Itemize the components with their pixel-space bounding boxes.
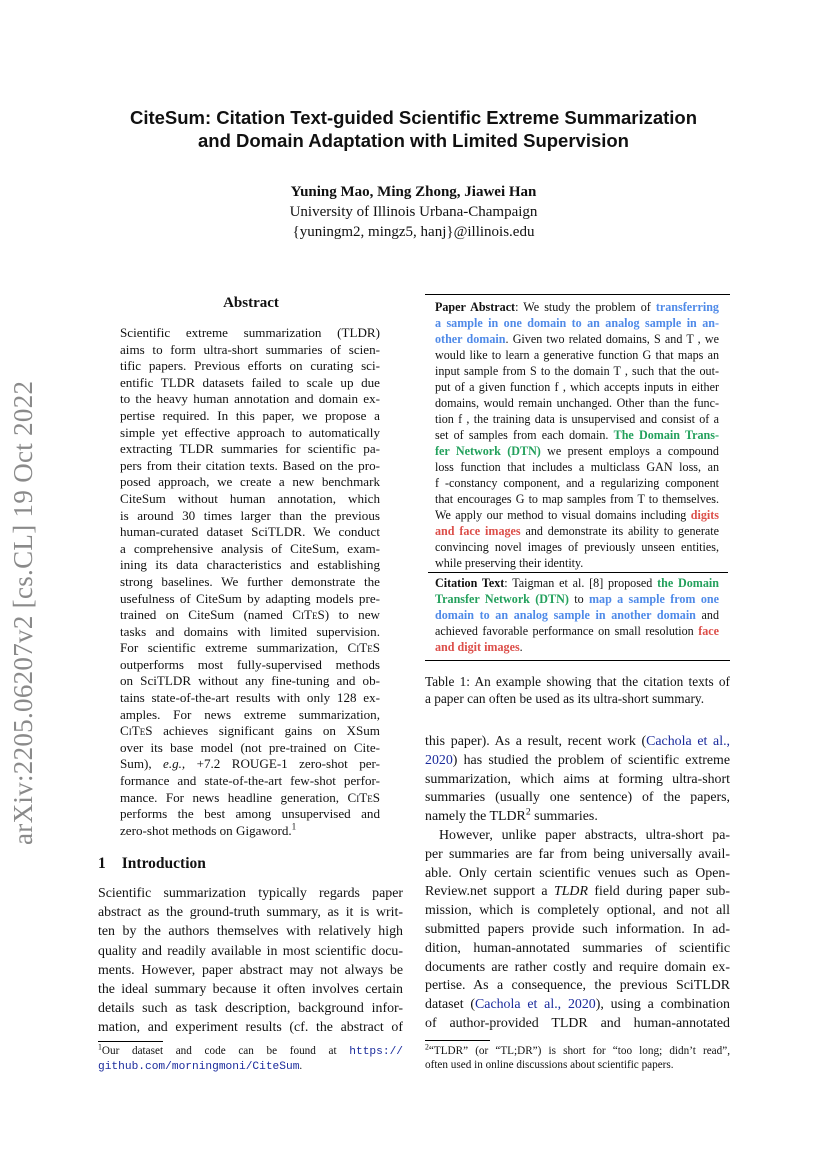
text-line bbox=[425, 1044, 730, 1058]
text-line bbox=[98, 1059, 403, 1074]
text-span: posed approach, we create a new benchmark bbox=[120, 474, 380, 490]
text-line bbox=[435, 507, 719, 523]
citation-link[interactable]: 2020 bbox=[425, 752, 453, 768]
text-line bbox=[120, 574, 380, 591]
text-span: summarization, which aims at forming ultra-short bbox=[425, 771, 730, 787]
text-span: summaries. bbox=[530, 809, 598, 825]
text-span: a sample in one domain to an analog sample in an- bbox=[435, 316, 719, 330]
text-span: mance. For news headline generation, bbox=[120, 789, 348, 805]
text-line bbox=[120, 591, 380, 608]
text-line bbox=[435, 459, 719, 475]
text-span: CiTeS bbox=[347, 640, 380, 656]
text-span: set of samples from each domain. bbox=[435, 428, 614, 442]
text-line bbox=[120, 707, 380, 724]
text-span: strong baselines. We further demonstrate the bbox=[120, 573, 380, 589]
text-line bbox=[120, 391, 380, 408]
paper-title bbox=[0, 106, 827, 152]
text-span: Sum), bbox=[120, 756, 164, 772]
text-span: trained on CiteSum (named bbox=[120, 607, 293, 623]
text-line bbox=[435, 379, 719, 395]
citation-link[interactable]: https:// bbox=[349, 1046, 403, 1058]
text-span: a paper can often be used as its ultra-short summary. bbox=[425, 691, 705, 706]
text-span: formance and state-of-the-art few-shot perfor- bbox=[120, 773, 380, 789]
citation-link[interactable]: Cachola et al., 2020 bbox=[475, 997, 596, 1013]
text-line bbox=[435, 523, 719, 539]
text-span: the Domain bbox=[657, 576, 719, 590]
text-span: this paper). As a result, recent work ( bbox=[425, 734, 647, 749]
author-names: Yuning Mao, Ming Zhong, Jiawei Han bbox=[290, 184, 537, 200]
text-line bbox=[435, 411, 719, 427]
text-line bbox=[120, 690, 380, 707]
text-span: Scientific summarization typically regards paper bbox=[98, 886, 403, 901]
text-line bbox=[425, 977, 730, 996]
text-line bbox=[120, 557, 380, 574]
footnote-rule bbox=[98, 1041, 163, 1042]
text-line bbox=[120, 773, 380, 790]
text-line bbox=[435, 575, 719, 591]
text-line bbox=[120, 408, 380, 425]
text-span: on SciTLDR without any fine-tuning and ob- bbox=[120, 673, 380, 689]
text-span: outperforms most fully-supervised methods bbox=[120, 656, 380, 672]
footnote-marker: 1 bbox=[98, 1042, 102, 1052]
footnote-1 bbox=[98, 1044, 403, 1074]
text-span: and bbox=[695, 608, 719, 622]
text-span: transferring bbox=[655, 300, 719, 314]
text-line bbox=[435, 331, 719, 347]
text-line bbox=[120, 508, 380, 525]
text-span: and demonstrate its ability to generate bbox=[520, 524, 719, 538]
text-span: aims to form ultra-short summaries of scien- bbox=[120, 341, 380, 357]
text-line bbox=[120, 342, 380, 359]
text-span: namely the TLDR bbox=[425, 809, 526, 825]
text-line bbox=[98, 884, 403, 903]
text-span: We apply our method to visual domains including bbox=[435, 508, 691, 522]
text-line bbox=[435, 475, 719, 491]
text-line bbox=[98, 1018, 403, 1037]
text-span: pertise. As a consequence, the previous SciTLDR bbox=[425, 978, 730, 994]
text-span: +7.2 ROUGE-1 zero-shot per- bbox=[185, 756, 381, 772]
text-span: extracting TLDR summaries for scientific pa- bbox=[120, 441, 380, 457]
text-span: : We study the problem of bbox=[515, 300, 656, 314]
text-span: is around 30 times larger than the previous bbox=[120, 507, 380, 523]
text-span: However, unlike paper abstracts, ultra-short pa- bbox=[439, 827, 730, 843]
text-line bbox=[120, 474, 380, 491]
text-line bbox=[425, 808, 730, 827]
text-span: e.g., bbox=[163, 756, 186, 772]
abstract-body bbox=[120, 325, 380, 839]
text-line bbox=[120, 375, 380, 392]
text-line bbox=[120, 541, 380, 558]
text-line bbox=[120, 607, 380, 624]
table-mid-rule bbox=[428, 572, 728, 573]
text-span: mation, and experiment results (cf. the abstract of bbox=[98, 1020, 403, 1036]
text-line bbox=[435, 427, 719, 443]
text-line bbox=[120, 723, 380, 740]
text-line bbox=[425, 1015, 730, 1034]
text-span: a comprehensive analysis of CiteSum, exam- bbox=[120, 540, 380, 556]
title-line: and Domain Adaptation with Limited Supervision bbox=[197, 130, 629, 151]
text-line bbox=[425, 733, 730, 752]
text-span: to bbox=[568, 592, 589, 606]
text-span: performs the best among unsupervised and bbox=[120, 806, 380, 822]
text-line bbox=[120, 657, 380, 674]
text-line bbox=[98, 922, 403, 941]
footnote-rule bbox=[425, 1040, 490, 1041]
text-span: . Given two related domains, S and T , we bbox=[505, 332, 719, 346]
text-line bbox=[98, 980, 403, 999]
right-column-body bbox=[425, 733, 730, 1034]
text-line bbox=[435, 623, 719, 639]
text-line bbox=[435, 639, 719, 655]
author-email: {yuningm2, mingz5, hanj}@illinois.edu bbox=[292, 224, 535, 240]
text-span: human-curated dataset SciTLDR. We conduct bbox=[120, 524, 380, 540]
text-span: abstract as the ground-truth summary, as it is writ- bbox=[98, 905, 403, 921]
text-line bbox=[425, 959, 730, 978]
text-span: to the heavy human annotation and domain ex- bbox=[120, 391, 380, 407]
section-heading-introduction bbox=[98, 855, 222, 873]
text-line bbox=[425, 771, 730, 790]
text-span: Transfer Network (DTN) bbox=[435, 592, 569, 606]
text-span: Our dataset and code can be found at bbox=[101, 1045, 350, 1057]
text-span: entific TLDR datasets failed to scale up due bbox=[120, 374, 380, 390]
table-top-rule bbox=[425, 294, 730, 295]
text-span: Table 1: An example showing that the citation texts of bbox=[425, 674, 730, 689]
section-number: 1 bbox=[98, 855, 106, 872]
text-span: . bbox=[299, 1060, 303, 1072]
text-span: ining its data characteristics and establishing bbox=[120, 557, 380, 573]
text-span: Paper Abstract bbox=[435, 300, 516, 314]
text-span: usefulness of CiteSum by adapting models pre- bbox=[120, 590, 380, 606]
text-line bbox=[425, 883, 730, 902]
text-span: pers from their citation texts. Based on the pro- bbox=[120, 457, 380, 473]
text-span: other domain bbox=[435, 332, 506, 346]
text-span: achieves significant gains on XSum bbox=[152, 723, 380, 739]
text-span: . bbox=[519, 640, 523, 654]
footnote-marker: 2 bbox=[525, 806, 531, 818]
text-line bbox=[120, 524, 380, 541]
text-span: we present employs a compound bbox=[540, 444, 719, 458]
text-span: simple yet effective approach to automatically bbox=[120, 424, 380, 440]
text-line bbox=[120, 740, 380, 757]
text-span: dataset ( bbox=[425, 997, 476, 1013]
text-span: pertise required. In this paper, we propose a bbox=[120, 407, 380, 423]
text-line bbox=[98, 942, 403, 961]
text-line bbox=[120, 790, 380, 807]
text-line bbox=[425, 673, 730, 690]
text-line bbox=[435, 395, 719, 411]
text-span: tasks and domains with limited supervision. bbox=[120, 623, 380, 639]
text-span: CiTeS bbox=[292, 607, 325, 623]
text-line bbox=[425, 1058, 730, 1072]
text-line bbox=[435, 491, 719, 507]
affiliation: University of Illinois Urbana-Champaign bbox=[289, 204, 538, 220]
text-span: that encourages G to map samples from T to themselves. bbox=[435, 492, 719, 506]
text-line bbox=[435, 299, 719, 315]
text-span: ) to new bbox=[324, 607, 380, 623]
text-span: summaries (usually one sentence) of the papers, bbox=[425, 790, 730, 806]
text-span: CiTeS bbox=[120, 723, 153, 739]
text-line bbox=[120, 325, 380, 342]
text-span: CiteSum without human annotation, which bbox=[120, 490, 380, 506]
abstract-heading: Abstract bbox=[223, 295, 279, 311]
text-line bbox=[435, 363, 719, 379]
text-span: input sample from S to the domain T , such that the out- bbox=[435, 364, 719, 378]
text-span: TLDR bbox=[553, 884, 588, 900]
text-line bbox=[425, 921, 730, 940]
text-span: dition, human-annotated summaries of scientific bbox=[425, 940, 730, 956]
text-span: amples. For news extreme summarization, bbox=[120, 706, 380, 722]
text-line bbox=[425, 846, 730, 865]
text-line bbox=[120, 624, 380, 641]
text-span: loss function that includes a multiclass GAN loss, an bbox=[435, 460, 719, 474]
text-span: of author-provided TLDR and human-annotated bbox=[425, 1015, 730, 1031]
table-caption bbox=[425, 673, 730, 707]
text-line bbox=[120, 458, 380, 475]
text-line bbox=[120, 823, 380, 840]
text-line bbox=[425, 789, 730, 808]
text-span: map a sample from one bbox=[588, 592, 719, 606]
text-line bbox=[425, 752, 730, 771]
text-line bbox=[435, 607, 719, 623]
text-span: achieved favorable performance on small resolution bbox=[435, 624, 699, 638]
table-paper-abstract bbox=[435, 299, 719, 571]
text-span: : Taigman et al. [8] proposed bbox=[504, 576, 658, 590]
text-line bbox=[425, 827, 730, 846]
text-span: Citation Text bbox=[435, 576, 505, 590]
text-span: ), using a combination bbox=[595, 997, 730, 1013]
text-line bbox=[98, 961, 403, 980]
text-span: and face images bbox=[435, 524, 521, 538]
text-span: tific papers. Previous efforts on curating sci- bbox=[120, 358, 380, 374]
text-line bbox=[98, 999, 403, 1018]
text-line bbox=[98, 903, 403, 922]
table-bottom-rule bbox=[425, 660, 730, 661]
text-line bbox=[425, 690, 730, 707]
footnote-marker: 2 bbox=[425, 1042, 429, 1052]
text-span: details such as task description, background infor- bbox=[98, 1001, 403, 1017]
text-span: documents are rather costly and require domain ex- bbox=[425, 959, 730, 975]
text-span: field during paper sub- bbox=[587, 884, 730, 900]
text-span: domain to an analog sample in another domain bbox=[435, 608, 696, 622]
text-span: often used in online discussions about scientific papers. bbox=[425, 1059, 674, 1071]
text-span: domains, would remain unchanged. Other than the func- bbox=[435, 396, 719, 410]
text-span: mission, which is completely optional, and not all bbox=[425, 903, 730, 919]
text-span: For scientific extreme summarization, bbox=[120, 640, 348, 656]
text-line bbox=[120, 491, 380, 508]
text-line bbox=[120, 806, 380, 823]
text-line bbox=[120, 441, 380, 458]
text-line bbox=[120, 640, 380, 657]
title-line: CiteSum: Citation Text-guided Scientific Extreme Summarization bbox=[129, 107, 698, 128]
text-span: Scientific extreme summarization (TLDR) bbox=[120, 325, 380, 340]
text-span: over its base model (not pre-trained on Cite- bbox=[120, 739, 380, 755]
citation-link[interactable]: Cachola et al., bbox=[646, 734, 731, 749]
text-span: CiTeS bbox=[347, 789, 380, 805]
section-title: Introduction bbox=[121, 855, 206, 872]
text-span: the ideal summary because it often involves certain bbox=[98, 982, 403, 998]
text-span: per summaries are far from being universally avail- bbox=[425, 846, 730, 862]
text-line bbox=[120, 425, 380, 442]
text-span: Review.net support a bbox=[425, 884, 554, 900]
text-span: The Domain Trans- bbox=[613, 428, 719, 442]
text-span: digits bbox=[690, 508, 719, 522]
text-span: fer Network (DTN) bbox=[435, 444, 541, 458]
text-line bbox=[425, 996, 730, 1015]
footnote-marker: 1 bbox=[291, 821, 297, 832]
text-span: zero-shot methods on Gigaword. bbox=[120, 822, 292, 838]
text-line bbox=[435, 591, 719, 607]
text-line bbox=[425, 902, 730, 921]
citation-link[interactable]: github.com/morningmoni/CiteSum bbox=[98, 1061, 300, 1073]
text-span: and digit images bbox=[435, 640, 520, 654]
text-line bbox=[98, 1044, 403, 1059]
table-citation-text bbox=[435, 575, 719, 655]
text-span: while preserving their identity. bbox=[435, 556, 584, 570]
introduction-body bbox=[98, 884, 403, 1038]
text-span: tains state-of-the-art results with only 128 ex- bbox=[120, 690, 380, 706]
text-line bbox=[120, 358, 380, 375]
text-span: f -constancy component, and a regularizing component bbox=[435, 476, 719, 490]
author-block bbox=[0, 182, 827, 242]
text-span: ) has studied the problem of scientific extreme bbox=[452, 752, 730, 768]
text-line bbox=[435, 555, 719, 571]
text-span: would like to learn a generative function G that maps an bbox=[435, 348, 719, 362]
text-line bbox=[435, 539, 719, 555]
text-span: “TLDR” (or “TL;DR”) is short for “too long; didn’t read”, bbox=[428, 1045, 730, 1057]
text-line bbox=[120, 756, 380, 773]
text-span: quality and readily available in most scientific docu- bbox=[98, 943, 403, 959]
text-span: convincing novel images of previously unseen entities, bbox=[435, 540, 719, 554]
text-span: put of a given function f , which accepts inputs in either bbox=[435, 380, 719, 394]
text-line bbox=[425, 865, 730, 884]
text-span: face bbox=[698, 624, 719, 638]
text-line bbox=[435, 315, 719, 331]
text-span: ments. However, paper abstract may not always be bbox=[98, 962, 403, 978]
text-span: able. Only certain scientific venues such as Open- bbox=[425, 865, 730, 881]
footnote-2 bbox=[425, 1044, 730, 1072]
text-line bbox=[435, 347, 719, 363]
text-line bbox=[120, 673, 380, 690]
text-line bbox=[425, 940, 730, 959]
text-span: ten by the authors themselves with relatively high bbox=[98, 924, 403, 940]
text-span: tion f , the training data is unsupervised and consist of a bbox=[435, 412, 719, 426]
text-span: submitted papers provide such information. In ad- bbox=[425, 921, 730, 937]
text-line bbox=[435, 443, 719, 459]
arxiv-identifier: arXiv:2205.06207v2 [cs.CL] 19 Oct 2022 bbox=[8, 380, 38, 845]
